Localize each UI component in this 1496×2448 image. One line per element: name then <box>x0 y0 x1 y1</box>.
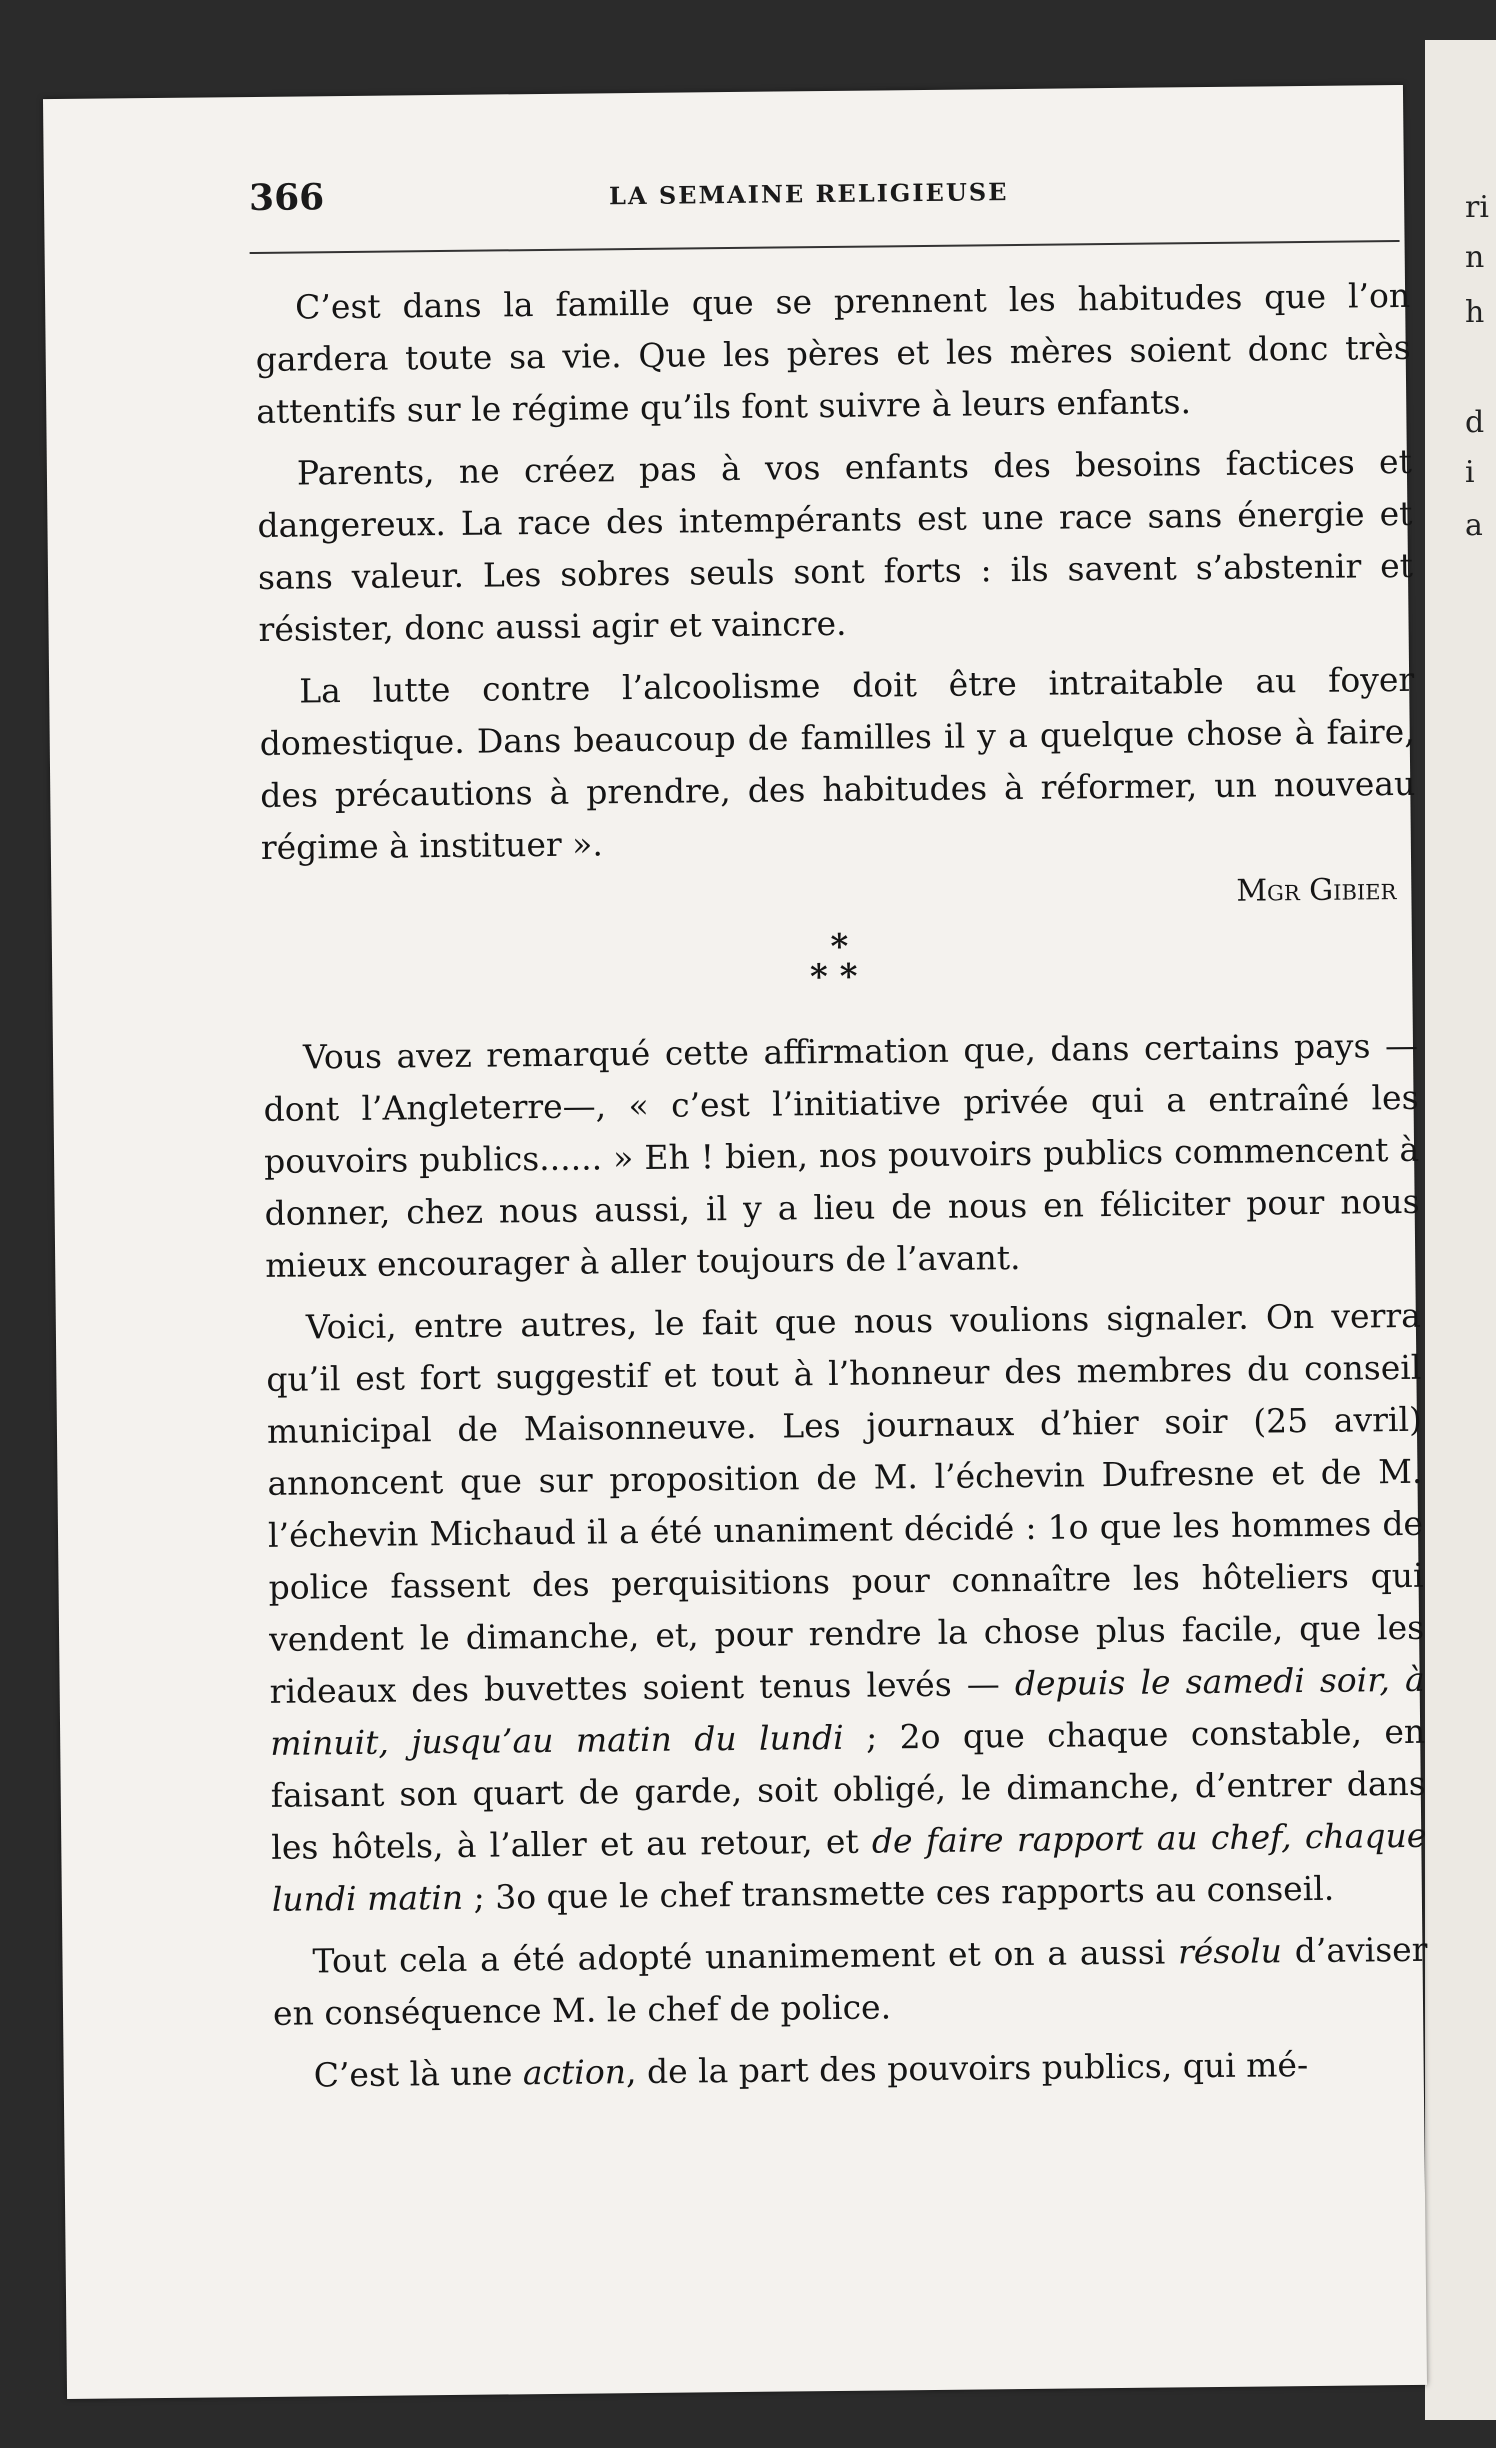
adjacent-fragment: n <box>1465 240 1485 275</box>
signature: Mgr Gibier <box>1236 872 1397 909</box>
italic-run: de faire rapport au chef, chaque lundi matin <box>271 1815 1427 1919</box>
paragraph <box>272 1924 1428 2040</box>
text-run: d’aviser en conséquence M. le chef de police. <box>272 1929 1428 2033</box>
paragraph: La lutte contre l’alcoolisme doit être intraitable au foyer domestique. Dans beaucoup de familles il y a quelque chose à faire, des précautions à prendre, des habitudes à réformer, un nouveau régime à instituer ». <box>259 659 1416 867</box>
paragraph: C’est dans la famille que se prennent les habitudes que l’on gardera toute sa vie. Que les pères et les mères soient donc très attentifs sur le régime qu’ils font suivre à leurs enfants. <box>255 275 1411 431</box>
adjacent-fragment: a <box>1465 508 1483 543</box>
header-rule <box>250 240 1400 254</box>
text-run: C’est là une <box>313 2053 524 2095</box>
adjacent-page-edge <box>1425 40 1496 2420</box>
page-header <box>249 165 1400 237</box>
text-run: , de la part des pouvoirs publics, qui mé- <box>625 2045 1309 2092</box>
page-body <box>255 270 1429 2112</box>
text-run: Voici, entre autres, le fait que nous voulions signaler. On verra qu’il est fort suggestif et tout à l’honneur des membres du conseil municipal de Maisonneuve. Les journaux d’hier soir (25 avril) annoncent que sur proposition de M. l’échevin Dufresne et de M. l’échevin Michaud il a été unaniment décidé : 1o que les hommes de police fassent des perquisitions pour connaître les hôteliers qui vendent le dimanche, et, pour rendre la chose plus facile, que les rideaux des buvettes soient tenus levés — <box>266 1295 1425 1711</box>
italic-run: action <box>522 2052 627 2093</box>
adjacent-fragment: h <box>1465 295 1485 330</box>
adjacent-fragment: i <box>1465 455 1475 490</box>
text-run: ; 3o que le chef transmette ces rapports au conseil. <box>462 1868 1335 1917</box>
adjacent-fragment: ri <box>1465 190 1489 225</box>
paragraph <box>273 2038 1428 2102</box>
asterism-top: * <box>830 926 849 967</box>
book-page <box>43 85 1427 2399</box>
paragraph <box>266 1290 1427 1926</box>
text-run: Tout cela a été adopté unanimement et on a aussi <box>312 1932 1179 1981</box>
paragraph: Vous avez remarqué cette affirmation que, dans certains pays — dont l’Angleterre—, « c’est l’initiative privée qui a entraîné les pouvoirs publics...... » Eh ! bien, nos pouvoirs publics commencent à donner, chez nous aussi, il y a lieu de nous en féliciter pour nous mieux encourager à aller toujours de l’avant. <box>263 1025 1420 1285</box>
italic-run: résolu <box>1177 1931 1283 1972</box>
text-run: ; 2o que chaque constable, en faisant son quart de garde, soit obligé, le dimanche, d’entrer dans les hôtels, à l’aller et au retour, et <box>270 1711 1426 1867</box>
asterism-bottom: ** <box>809 956 870 998</box>
asterism <box>262 926 1418 998</box>
page-number: 366 <box>248 176 325 220</box>
running-title: LA SEMAINE RELIGIEUSE <box>608 177 1009 211</box>
italic-run: depuis le samedi soir, à minuit, jusqu’au matin du lundi <box>270 1659 1425 1763</box>
paragraph: Parents, ne créez pas à vos enfants des besoins factices et dangereux. La race des intempérants est une race sans énergie et sans valeur. Les sobres seuls sont forts : ils savent s’abstenir et résister, donc aussi agir et vaincre. <box>257 441 1414 649</box>
adjacent-fragment: d <box>1465 405 1485 440</box>
